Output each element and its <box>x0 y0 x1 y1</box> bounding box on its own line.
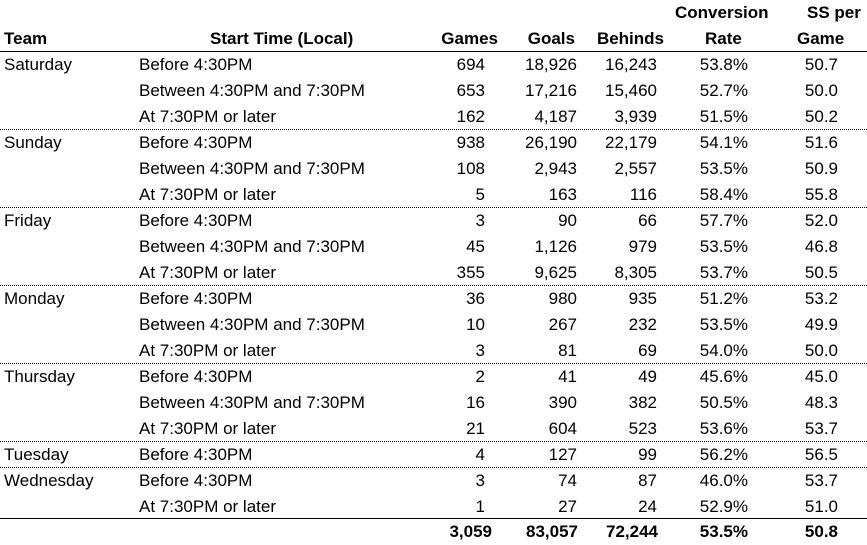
row-games: 3 <box>475 471 485 490</box>
table-row <box>0 260 867 286</box>
total-behinds: 72,244 <box>606 522 658 541</box>
row-behinds: 87 <box>638 471 657 490</box>
table-row <box>0 156 867 182</box>
total-conversion: 53.5% <box>699 522 748 541</box>
row-ss-per-game: 53.7 <box>804 419 838 438</box>
table-row <box>0 104 867 130</box>
row-start-time: At 7:30PM or later <box>139 341 277 360</box>
row-ss-per-game: 55.8 <box>804 185 838 204</box>
row-conversion-rate: 56.2% <box>699 445 748 464</box>
row-start-time: Before 4:30PM <box>139 367 253 386</box>
row-conversion-rate: 53.6% <box>699 419 748 438</box>
row-goals: 81 <box>558 341 577 360</box>
row-goals: 267 <box>548 315 577 334</box>
row-ss-per-game: 49.9 <box>804 315 838 334</box>
row-games: 355 <box>456 263 485 282</box>
row-ss-per-game: 45.0 <box>804 367 838 386</box>
row-behinds: 232 <box>628 315 657 334</box>
row-team: Sunday <box>4 133 62 152</box>
row-start-time: Before 4:30PM <box>139 211 253 230</box>
row-conversion-rate: 58.4% <box>699 185 748 204</box>
table-row <box>0 286 867 312</box>
row-goals: 41 <box>558 367 577 386</box>
group-divider <box>0 285 867 286</box>
header-games: Games <box>441 29 498 48</box>
row-behinds: 523 <box>628 419 657 438</box>
row-goals: 127 <box>548 445 577 464</box>
group-divider <box>0 467 867 468</box>
row-behinds: 8,305 <box>614 263 657 282</box>
row-start-time: At 7:30PM or later <box>139 107 277 126</box>
row-behinds: 979 <box>628 237 657 256</box>
row-ss-per-game: 53.2 <box>804 289 838 308</box>
total-ss: 50.8 <box>804 522 838 541</box>
row-team: Thursday <box>4 367 75 386</box>
table-row <box>0 78 867 104</box>
row-behinds: 22,179 <box>605 133 657 152</box>
row-ss-per-game: 50.7 <box>804 55 838 74</box>
row-conversion-rate: 51.5% <box>699 107 748 126</box>
row-start-time: Before 4:30PM <box>139 445 253 464</box>
row-ss-per-game: 56.5 <box>804 445 838 464</box>
row-conversion-rate: 51.2% <box>699 289 748 308</box>
header-conversion-line2: Rate <box>705 29 742 48</box>
table-row <box>0 468 867 494</box>
row-ss-per-game: 48.3 <box>804 393 838 412</box>
row-ss-per-game: 50.0 <box>804 81 838 100</box>
row-games: 21 <box>466 419 485 438</box>
row-start-time: At 7:30PM or later <box>139 419 277 438</box>
row-games: 938 <box>456 133 485 152</box>
row-ss-per-game: 52.0 <box>804 211 838 230</box>
row-ss-per-game: 53.7 <box>804 471 838 490</box>
row-games: 10 <box>466 315 485 334</box>
row-conversion-rate: 57.7% <box>699 211 748 230</box>
row-goals: 4,187 <box>534 107 577 126</box>
row-behinds: 3,939 <box>614 107 657 126</box>
header-team: Team <box>4 29 48 48</box>
header-start-time: Start Time (Local) <box>210 29 354 48</box>
table-row <box>0 208 867 234</box>
header-behinds: Behinds <box>596 29 664 48</box>
row-games: 653 <box>456 81 485 100</box>
row-conversion-rate: 52.9% <box>699 497 748 516</box>
row-start-time: Between 4:30PM and 7:30PM <box>139 393 365 412</box>
row-team: Tuesday <box>4 445 69 464</box>
row-goals: 9,625 <box>534 263 577 282</box>
total-goals: 83,057 <box>526 522 578 541</box>
row-start-time: Before 4:30PM <box>139 471 253 490</box>
row-behinds: 15,460 <box>605 81 657 100</box>
row-behinds: 49 <box>638 367 657 386</box>
row-games: 3 <box>475 211 485 230</box>
table-row <box>0 442 867 468</box>
row-conversion-rate: 53.5% <box>699 159 748 178</box>
row-games: 36 <box>466 289 485 308</box>
row-behinds: 935 <box>628 289 657 308</box>
row-games: 5 <box>475 185 485 204</box>
row-ss-per-game: 46.8 <box>804 237 838 256</box>
row-team: Wednesday <box>4 471 94 490</box>
row-goals: 2,943 <box>534 159 577 178</box>
row-conversion-rate: 45.6% <box>699 367 748 386</box>
table-row <box>0 390 867 416</box>
row-conversion-rate: 53.5% <box>699 315 748 334</box>
row-ss-per-game: 50.9 <box>804 159 838 178</box>
row-goals: 74 <box>558 471 577 490</box>
row-games: 16 <box>466 393 485 412</box>
row-behinds: 66 <box>638 211 657 230</box>
row-start-time: Between 4:30PM and 7:30PM <box>139 159 365 178</box>
row-behinds: 116 <box>629 185 657 204</box>
row-start-time: At 7:30PM or later <box>139 497 277 516</box>
row-games: 3 <box>475 341 485 360</box>
table-row <box>0 364 867 390</box>
row-goals: 163 <box>548 185 577 204</box>
row-start-time: Between 4:30PM and 7:30PM <box>139 315 365 334</box>
row-start-time: Before 4:30PM <box>139 133 253 152</box>
group-divider <box>0 363 867 364</box>
row-conversion-rate: 52.7% <box>699 81 748 100</box>
header-ss-line2: Game <box>797 29 845 48</box>
row-behinds: 2,557 <box>614 159 657 178</box>
table-row <box>0 494 867 520</box>
row-conversion-rate: 46.0% <box>699 471 748 490</box>
row-ss-per-game: 50.0 <box>804 341 838 360</box>
row-games: 1 <box>475 497 485 516</box>
totals-row <box>0 519 867 545</box>
row-goals: 27 <box>558 497 577 516</box>
row-behinds: 16,243 <box>605 55 657 74</box>
header-conversion-line1: Conversion <box>675 3 769 22</box>
row-goals: 604 <box>548 419 577 438</box>
table-row <box>0 234 867 260</box>
row-goals: 980 <box>548 289 577 308</box>
row-start-time: Between 4:30PM and 7:30PM <box>139 81 365 100</box>
row-ss-per-game: 50.2 <box>804 107 838 126</box>
row-team: Monday <box>4 289 65 308</box>
row-start-time: Between 4:30PM and 7:30PM <box>139 237 365 256</box>
row-games: 694 <box>456 55 485 74</box>
group-divider <box>0 441 867 442</box>
table-row <box>0 130 867 156</box>
row-behinds: 69 <box>638 341 657 360</box>
row-start-time: Before 4:30PM <box>139 55 253 74</box>
table-row <box>0 182 867 208</box>
table-row <box>0 338 867 364</box>
row-conversion-rate: 53.8% <box>699 55 748 74</box>
row-ss-per-game: 51.6 <box>804 133 838 152</box>
row-behinds: 382 <box>628 393 657 412</box>
row-goals: 18,926 <box>525 55 577 74</box>
table-row <box>0 312 867 338</box>
row-ss-per-game: 51.0 <box>804 497 838 516</box>
row-goals: 17,216 <box>525 81 577 100</box>
row-ss-per-game: 50.5 <box>804 263 838 282</box>
total-games: 3,059 <box>449 522 492 541</box>
row-goals: 90 <box>558 211 577 230</box>
header-goals: Goals <box>527 29 575 48</box>
group-divider <box>0 129 867 130</box>
row-games: 162 <box>456 107 485 126</box>
row-start-time: Before 4:30PM <box>139 289 253 308</box>
row-team: Saturday <box>4 55 73 74</box>
row-conversion-rate: 54.1% <box>699 133 748 152</box>
row-behinds: 99 <box>638 445 657 464</box>
row-start-time: At 7:30PM or later <box>139 263 277 282</box>
row-games: 2 <box>475 367 485 386</box>
table-row <box>0 52 867 78</box>
row-team: Friday <box>4 211 52 230</box>
row-conversion-rate: 50.5% <box>699 393 748 412</box>
row-games: 45 <box>466 237 485 256</box>
row-goals: 26,190 <box>525 133 577 152</box>
row-goals: 1,126 <box>534 237 577 256</box>
row-behinds: 24 <box>638 497 657 516</box>
row-games: 4 <box>475 445 485 464</box>
row-conversion-rate: 53.5% <box>699 237 748 256</box>
table-row <box>0 416 867 442</box>
row-goals: 390 <box>548 393 577 412</box>
group-divider <box>0 207 867 208</box>
header-ss-line1: SS per <box>807 3 861 22</box>
row-conversion-rate: 53.7% <box>699 263 748 282</box>
row-games: 108 <box>456 159 485 178</box>
row-conversion-rate: 54.0% <box>699 341 748 360</box>
row-start-time: At 7:30PM or later <box>139 185 277 204</box>
